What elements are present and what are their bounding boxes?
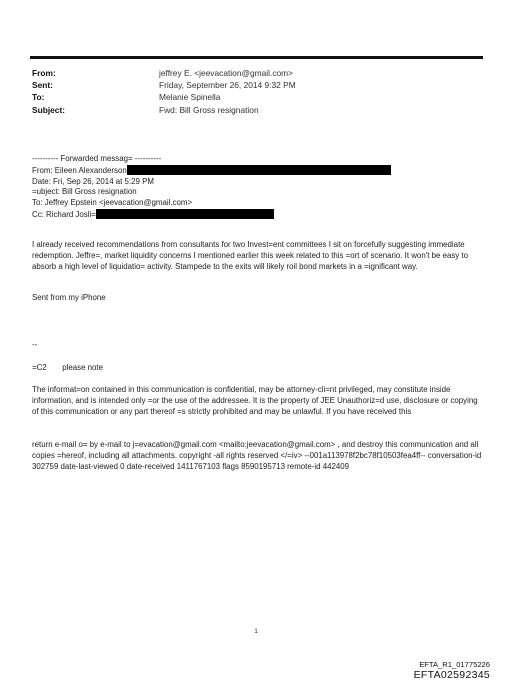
subject-label: Subject: — [32, 104, 66, 115]
forward-subject: =ubject: Bill Gross resignation — [32, 187, 137, 197]
to-label: To: — [32, 92, 45, 103]
forward-to: To: Jeffrey Epstein <jeevacation@gmail.com> — [32, 198, 193, 208]
sent-label: Sent: — [32, 80, 53, 91]
email-header — [32, 67, 482, 116]
body-paragraph: I already received recommendations from consultants for two Invest=ent committees I sit on forcefully suggesting immediate redemption. Jeffre=, market liquidity concerns I mentioned earlier this week related to this =ort of scenario. It won't be easy to absorb a high level of liquidatio= activity. Stampede to the exits will likely roil bond markets in a =ignificant way. — [32, 240, 469, 272]
subject-value: Fwd: Bill Gross resignation — [159, 104, 259, 115]
separator-dashes: -- — [32, 340, 38, 349]
page-number: 1 — [254, 628, 258, 635]
sent-value: Friday, September 26, 2014 9:32 PM — [159, 80, 296, 91]
from-label: From: — [32, 68, 56, 78]
header-from-row — [32, 67, 482, 79]
header-sent-row — [32, 79, 482, 91]
forward-cc: Cc: Richard Josli= — [32, 209, 96, 219]
from-value: jeffrey E. <jeevacation@gmail.com> — [159, 68, 294, 78]
forward-cc-line — [32, 209, 482, 221]
signature-line: Sent from my iPhone — [32, 293, 106, 302]
header-subject-row — [32, 104, 482, 116]
to-value: Melanie Spinella — [159, 92, 221, 103]
bates-stamp-small: EFTA_R1_01775226 — [419, 660, 490, 669]
redaction-bar — [127, 165, 391, 175]
confidentiality-notice: The informat=on contained in this communication is confidential, may be attorney-cli=nt privileged, may constitute inside information, and is intended only =or the use of the addressee. It is the property of JEE Unauthoriz=d use, disclosure or copying of this communication or any part thereof =s strictly prohibited and may be unlawful. If you have received this — [32, 385, 478, 417]
header-to-row — [32, 91, 482, 103]
forward-divider: ---------- Forwarded messag= ---------- — [32, 154, 162, 163]
redaction-bar — [96, 209, 274, 219]
bates-stamp-large: EFTA02592345 — [413, 669, 490, 681]
bates-stamp — [414, 660, 490, 681]
footer-metadata: return e-mail o= by e-mail to j=evacation@gmail.com <mailto:jeevacation@gmail.com> , and destroy this communication and all copies =hereof, including all attachments. copyright -all rights reserved </=iv> --001a113978f2bc78f10503fea4ff-- conversation-id 302759 date-last-viewed 0 date-received 1411767103 flags 8590195713 remote-id 442409 — [32, 440, 482, 472]
forward-from: From: Eileen Alexanderson — [32, 165, 127, 175]
note-label: =C2 — [32, 363, 47, 372]
forward-date: Date: Fri, Sep 26, 2014 at 5:29 PM — [32, 176, 154, 186]
note-line — [32, 362, 482, 373]
forward-from-line — [32, 165, 482, 177]
note-text: please note — [62, 363, 104, 372]
header-rule — [30, 56, 483, 59]
forwarded-block — [32, 154, 482, 221]
